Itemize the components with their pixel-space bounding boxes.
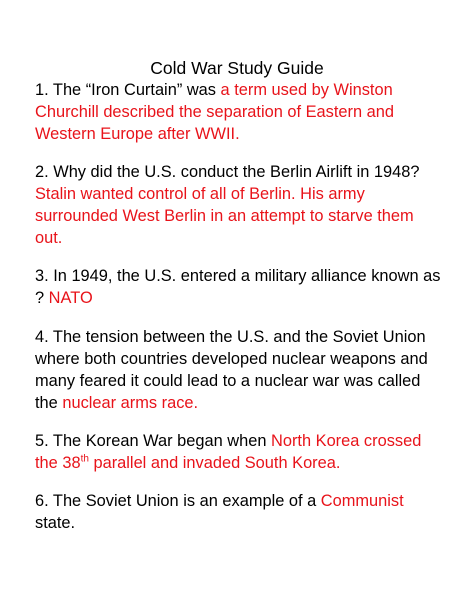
question-6-text: 6. The Soviet Union is an example of a <box>35 492 321 510</box>
question-5-text: 5. The Korean War began when <box>35 432 271 450</box>
answer-1-text: a term used by Winston Churchill described the separation of Eastern and Western Europe after WWII. <box>35 81 394 143</box>
answer-5-part2: parallel and invaded South Korea. <box>88 454 341 472</box>
question-2 <box>35 161 445 249</box>
question-4-text: 4. The tension between the U.S. and the Soviet Union where both countries developed nuclear weapons and many feared it could lead to a nuclear war was called the <box>35 328 428 412</box>
question-6 <box>35 490 445 534</box>
question-1 <box>35 79 445 145</box>
question-3 <box>35 265 445 309</box>
answer-6-text: Communist <box>320 492 404 510</box>
question-5 <box>35 430 445 474</box>
question-6-end: state. <box>35 514 76 532</box>
question-3-text: 3. In 1949, the U.S. entered a military alliance known as ? <box>35 267 441 307</box>
answer-3-text: NATO <box>48 289 93 307</box>
question-2-text: 2. Why did the U.S. conduct the Berlin Airlift in 1948? <box>35 163 420 181</box>
answer-2-text: Stalin wanted control of all of Berlin. His army surrounded West Berlin in an attempt to starve them out. <box>35 185 414 247</box>
answer-5-superscript: th <box>80 453 89 465</box>
question-1-text: 1. The “Iron Curtain” was <box>35 81 221 99</box>
question-4 <box>35 326 445 414</box>
page-title: Cold War Study Guide <box>150 58 324 78</box>
answer-4-text: nuclear arms race. <box>62 394 199 412</box>
answer-5-part1: North Korea crossed the 38 <box>35 432 422 472</box>
